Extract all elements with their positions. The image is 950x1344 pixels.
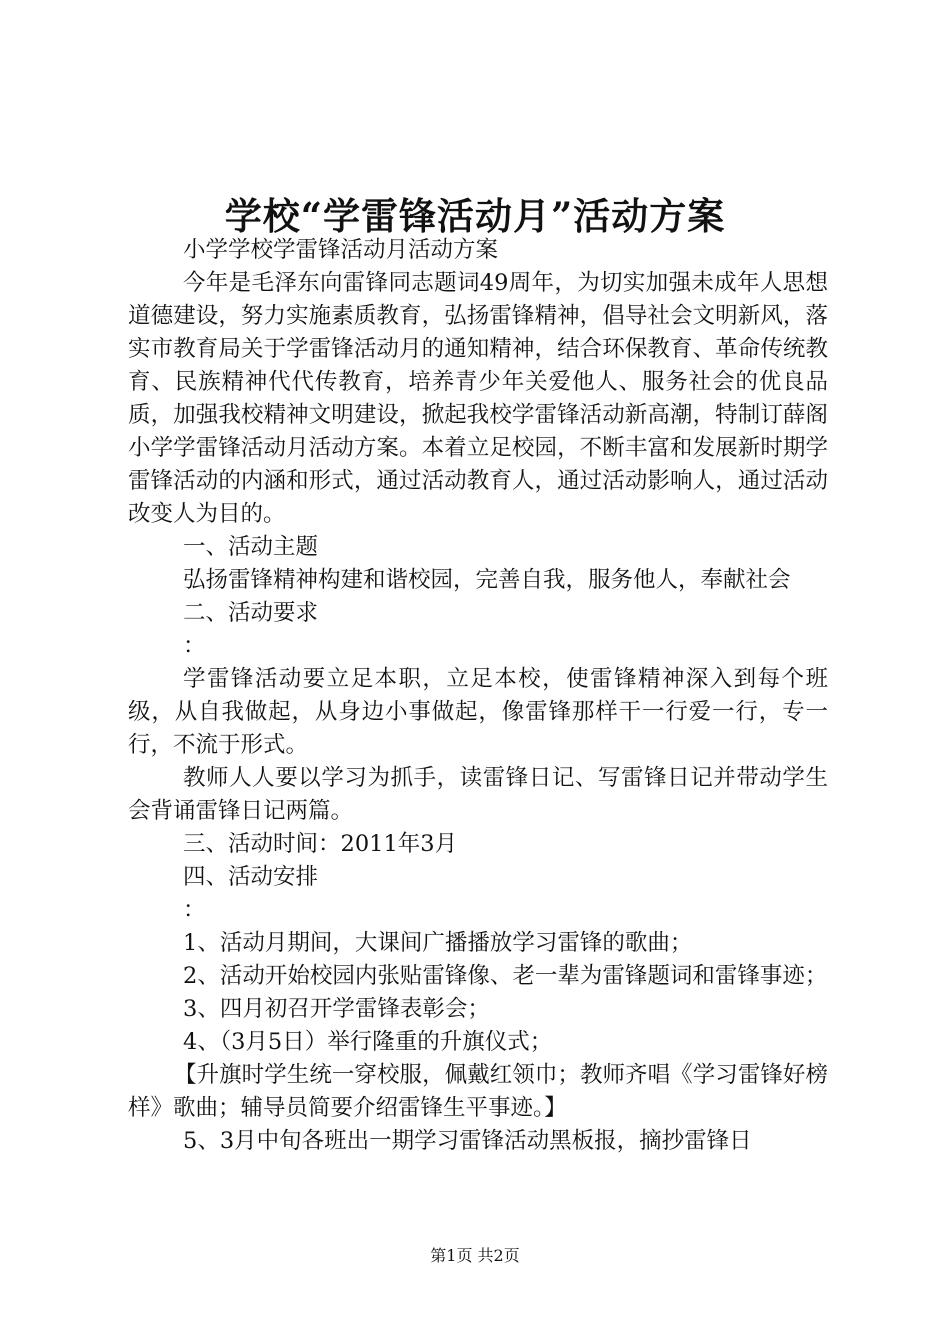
paragraph: 3、四月初召开学雷锋表彰会； bbox=[183, 996, 490, 1022]
paragraph: ： bbox=[183, 633, 206, 659]
paragraph: 【升旗时学生统一穿校服，佩戴红领巾；教师齐唱《学习雷锋好榜样》歌曲；辅导员简要介绍雷锋生平事迹。】 bbox=[128, 1062, 828, 1121]
paragraph: 5、3月中旬各班出一期学习雷锋活动黑板报，摘抄雷锋日 bbox=[183, 1128, 752, 1154]
paragraph: 1、活动月期间，大课间广播播放学习雷锋的歌曲； bbox=[183, 930, 693, 956]
page-footer: 第1页 共2页 bbox=[430, 1246, 520, 1265]
paragraph: 今年是毛泽东向雷锋同志题词49周年，为切实加强未成年人思想道德建设，努力实施素质教育，弘扬雷锋精神，倡导社会文明新风，落实市教育局关于学雷锋活动月的通知精神，结合环保教育、革命传统教育、民族精神代代传教育，培养青少年关爱他人、服务社会的优良品质，加强我校精神文明建设，掀起我校学雷锋活动新高潮，特制订薛阁小学学雷锋活动月活动方案。本着立足校园，不断丰富和发展新时期学雷锋活动的内涵和形式，通过活动教育人，通过活动影响人，通过活动改变人为目的。 bbox=[128, 270, 828, 527]
paragraph: 2、活动开始校园内张贴雷锋像、老一辈为雷锋题词和雷锋事迹； bbox=[183, 963, 828, 989]
document-title: 学校“学雷锋活动月”活动方案 bbox=[224, 194, 726, 238]
paragraph: 一、活动主题 bbox=[183, 534, 319, 560]
paragraph: 4、（3月5日）举行隆重的升旗仪式； bbox=[183, 1029, 553, 1055]
paragraph: 弘扬雷锋精神构建和谐校园，完善自我，服务他人，奉献社会 bbox=[183, 567, 791, 593]
paragraph: 三、活动时间：2011年3月 bbox=[183, 831, 458, 857]
paragraph: 学雷锋活动要立足本职，立足本校，使雷锋精神深入到每个班级，从自我做起，从身边小事做起，像雷锋那样干一行爱一行，专一行，不流于形式。 bbox=[128, 666, 828, 758]
paragraph: ： bbox=[183, 897, 206, 923]
document-body bbox=[128, 234, 828, 1158]
paragraph: 二、活动要求 bbox=[183, 600, 319, 626]
paragraph: 小学学校学雷锋活动月活动方案 bbox=[183, 237, 499, 263]
paragraph: 四、活动安排 bbox=[183, 864, 319, 890]
paragraph: 教师人人要以学习为抓手，读雷锋日记、写雷锋日记并带动学生会背诵雷锋日记两篇。 bbox=[128, 765, 828, 824]
